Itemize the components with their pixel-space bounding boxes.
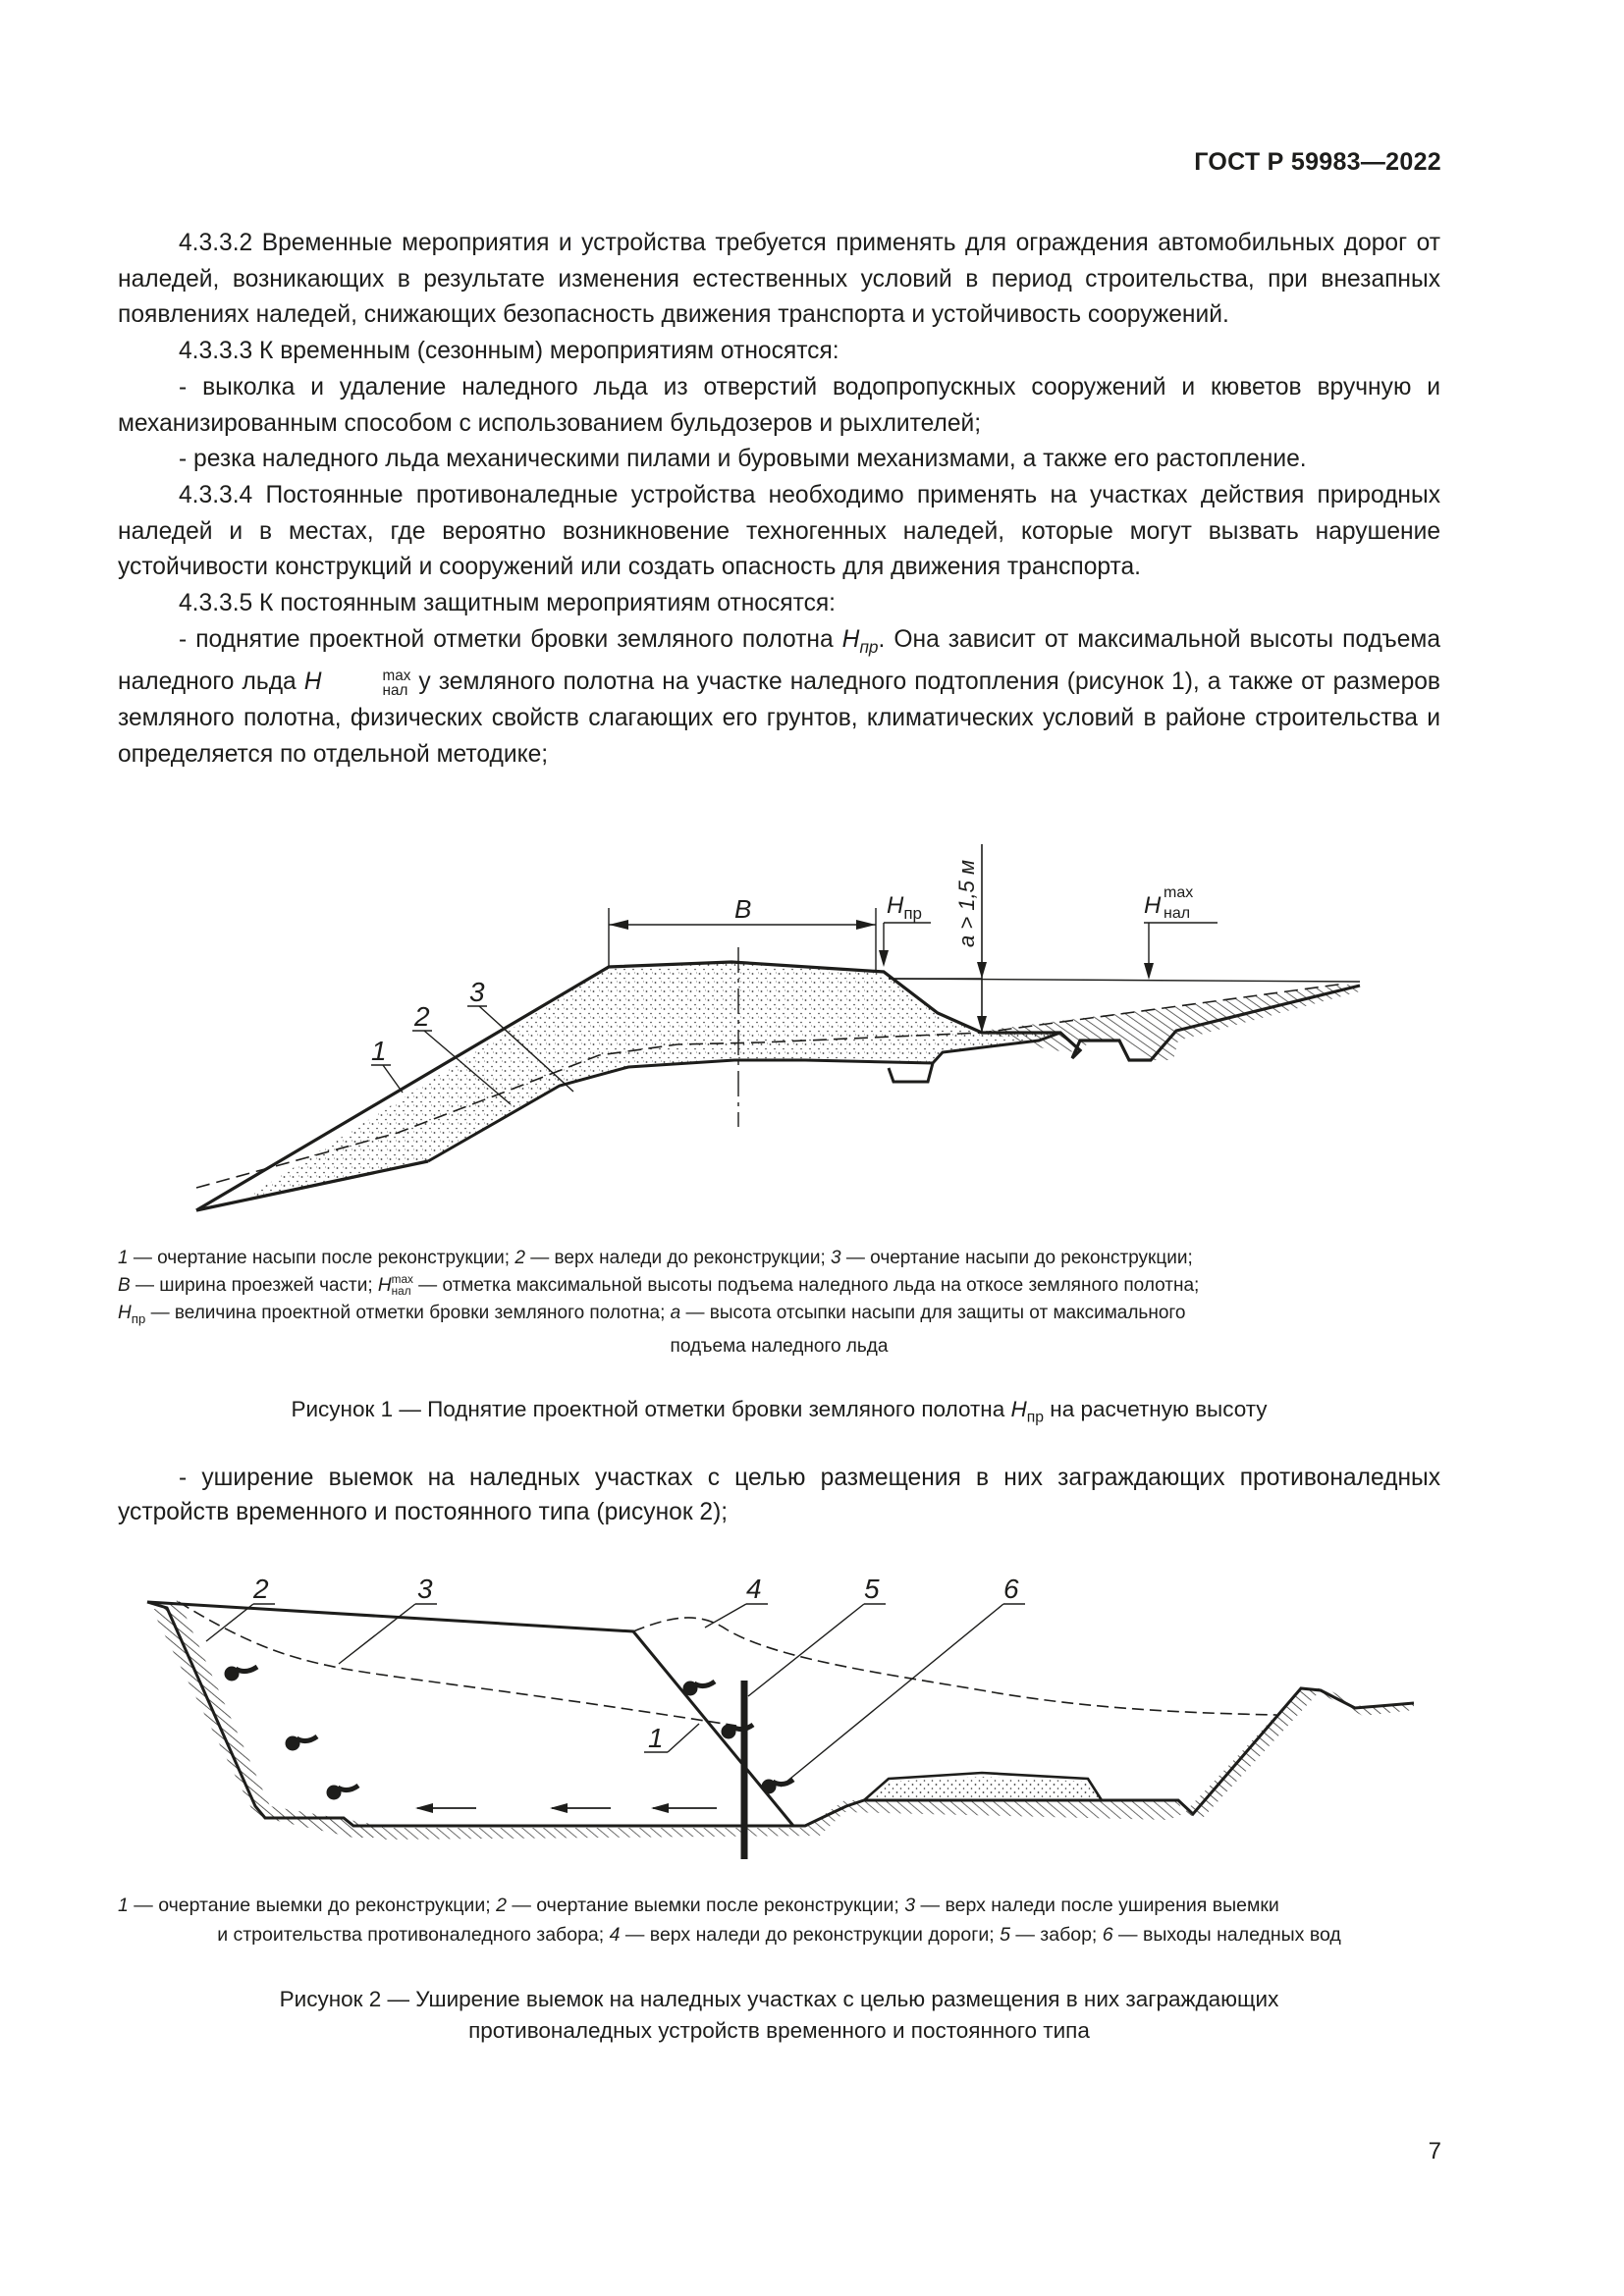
hnal-sub-label: нал <box>1164 905 1191 922</box>
leader-6 <box>781 1604 1003 1787</box>
legend-line: 1 — очертание насыпи после реконструкции; 2 — верх наледи до реконструкции; 3 — очертание насыпи до реконструкции; <box>118 1248 1193 1268</box>
bottom-hatch <box>383 1800 1183 1840</box>
flow-arrow-1 <box>415 1803 433 1813</box>
fig1-label-1: 1 <box>371 1036 387 1066</box>
fig2-label-6: 6 <box>1003 1574 1019 1604</box>
flow-arrow-3 <box>651 1803 669 1813</box>
paragraph: - выколка и удаление наледного льда из отверстий водопропускных сооружений и кюветов вручную и механизированным способом с использованием бульдозеров и рыхлителей; <box>118 373 1440 437</box>
page-number: 7 <box>1428 2138 1441 2164</box>
paragraph-with-formula: - поднятие проектной отметки бровки земляного полотна $H_{пр}$. Она зависит от максимальной высоты подъема наледного льда H max нал у земляного полотна на участке наледного подтопления (рисунок 1), а также от размеров земляного полотна, физических свойств слагающих его грунтов, климатических условий в районе строительства и определяется по отдельной методике; <box>118 625 1440 768</box>
leader-5 <box>748 1604 864 1696</box>
paragraph: 4.3.3.2 Временные мероприятия и устройства требуется применять для ограждения автомобильных дорог от наледей, возникающих в результате изменения естественных условий в период строительства, при внезапных появлениях наледей, снижающих безопасность движения транспорта и устойчивость сооружений. <box>118 230 1440 329</box>
figure-2-caption: Рисунок 2 — Уширение выемок на наледных участках с целью размещения в них заграждающих противоналедных устройств временного и постоянного типа <box>279 1987 1279 2043</box>
paragraph: - уширение выемок на наледных участках с целью размещения в них заграждающих противоналедных устройств временного и постоянного типа (рисунок 2); <box>118 1465 1440 1525</box>
fig1-label-2: 2 <box>414 1001 430 1032</box>
h-pr-symbol: $H_{пр}$ <box>841 625 879 657</box>
hpr-label: $H_{пр}$ <box>887 892 923 923</box>
water-outlet-icons <box>225 1667 793 1799</box>
fig2-label-3: 3 <box>417 1574 433 1604</box>
ice-top-before-line <box>633 1618 1276 1715</box>
fig2-label-1: 1 <box>648 1723 664 1753</box>
legend-line: 1 — очертание выемки до реконструкции; 2 — очертание выемки после реконструкции; 3 — верх наледи после уширения выемки <box>118 1895 1279 1916</box>
leader-1 <box>668 1724 699 1752</box>
paragraph: 4.3.3.4 Постоянные противоналедные устройства необходимо применять на участках действия природных наледей и в местах, где вероятно возникновение техногенных наледей, которые могут вызвать нарушение устойчивости конструкций и сооружений или создать опасность для движения транспорта. <box>118 481 1440 581</box>
h-nal-max-symbol: H <box>303 668 322 696</box>
left-slope-hatch <box>152 1600 383 1838</box>
legend-line: и строительства противоналедного забора; 4 — верх наледи до реконструкции дороги; 5 — забор; 6 — выходы наледных вод <box>217 1924 1341 1946</box>
hnal-max-label: max <box>1164 884 1194 901</box>
figure-1-caption: Рисунок 1 — Поднятие проектной отметки бровки земляного полотна $H_{пр}$ на расчетную высоту <box>291 1397 1268 1426</box>
paragraph: 4.3.3.5 К постоянным защитным мероприятиям относятся: <box>179 590 837 617</box>
fig2-label-2: 2 <box>253 1574 269 1604</box>
legend-line: B — ширина проезжей части; H max нал — отметка максимальной высоты подъема наледного льда на откосе земляного полотна; <box>118 1273 1200 1298</box>
a-label: a > 1,5 м <box>954 859 979 947</box>
hnal-label: H <box>1144 892 1162 919</box>
fig1-label-3: 3 <box>469 977 485 1007</box>
fig2-label-4: 4 <box>746 1574 762 1604</box>
flow-arrow-2 <box>550 1803 568 1813</box>
fig2-label-5: 5 <box>864 1574 880 1604</box>
legend-line: подъема наледного льда <box>670 1335 889 1357</box>
legend-line: $H_{пр}$ — величина проектной отметки бровки земляного полотна; a — высота отсыпки насыпи для защиты от максимального <box>118 1303 1186 1326</box>
figure-2-legend <box>118 1891 1440 1949</box>
b-label: B <box>734 894 752 924</box>
leader-4 <box>705 1604 746 1628</box>
paragraph: 4.3.3.3 К временным (сезонным) мероприятиям относятся: <box>179 338 839 365</box>
right-slope-hatch <box>1183 1688 1321 1818</box>
paragraph: - резка наледного льда механическими пилами и буровыми механизмами, а также его растопление. <box>179 446 1307 473</box>
road-fill <box>866 1777 1102 1800</box>
document-id-header: ГОСТ Р 59983—2022 <box>1194 148 1441 176</box>
